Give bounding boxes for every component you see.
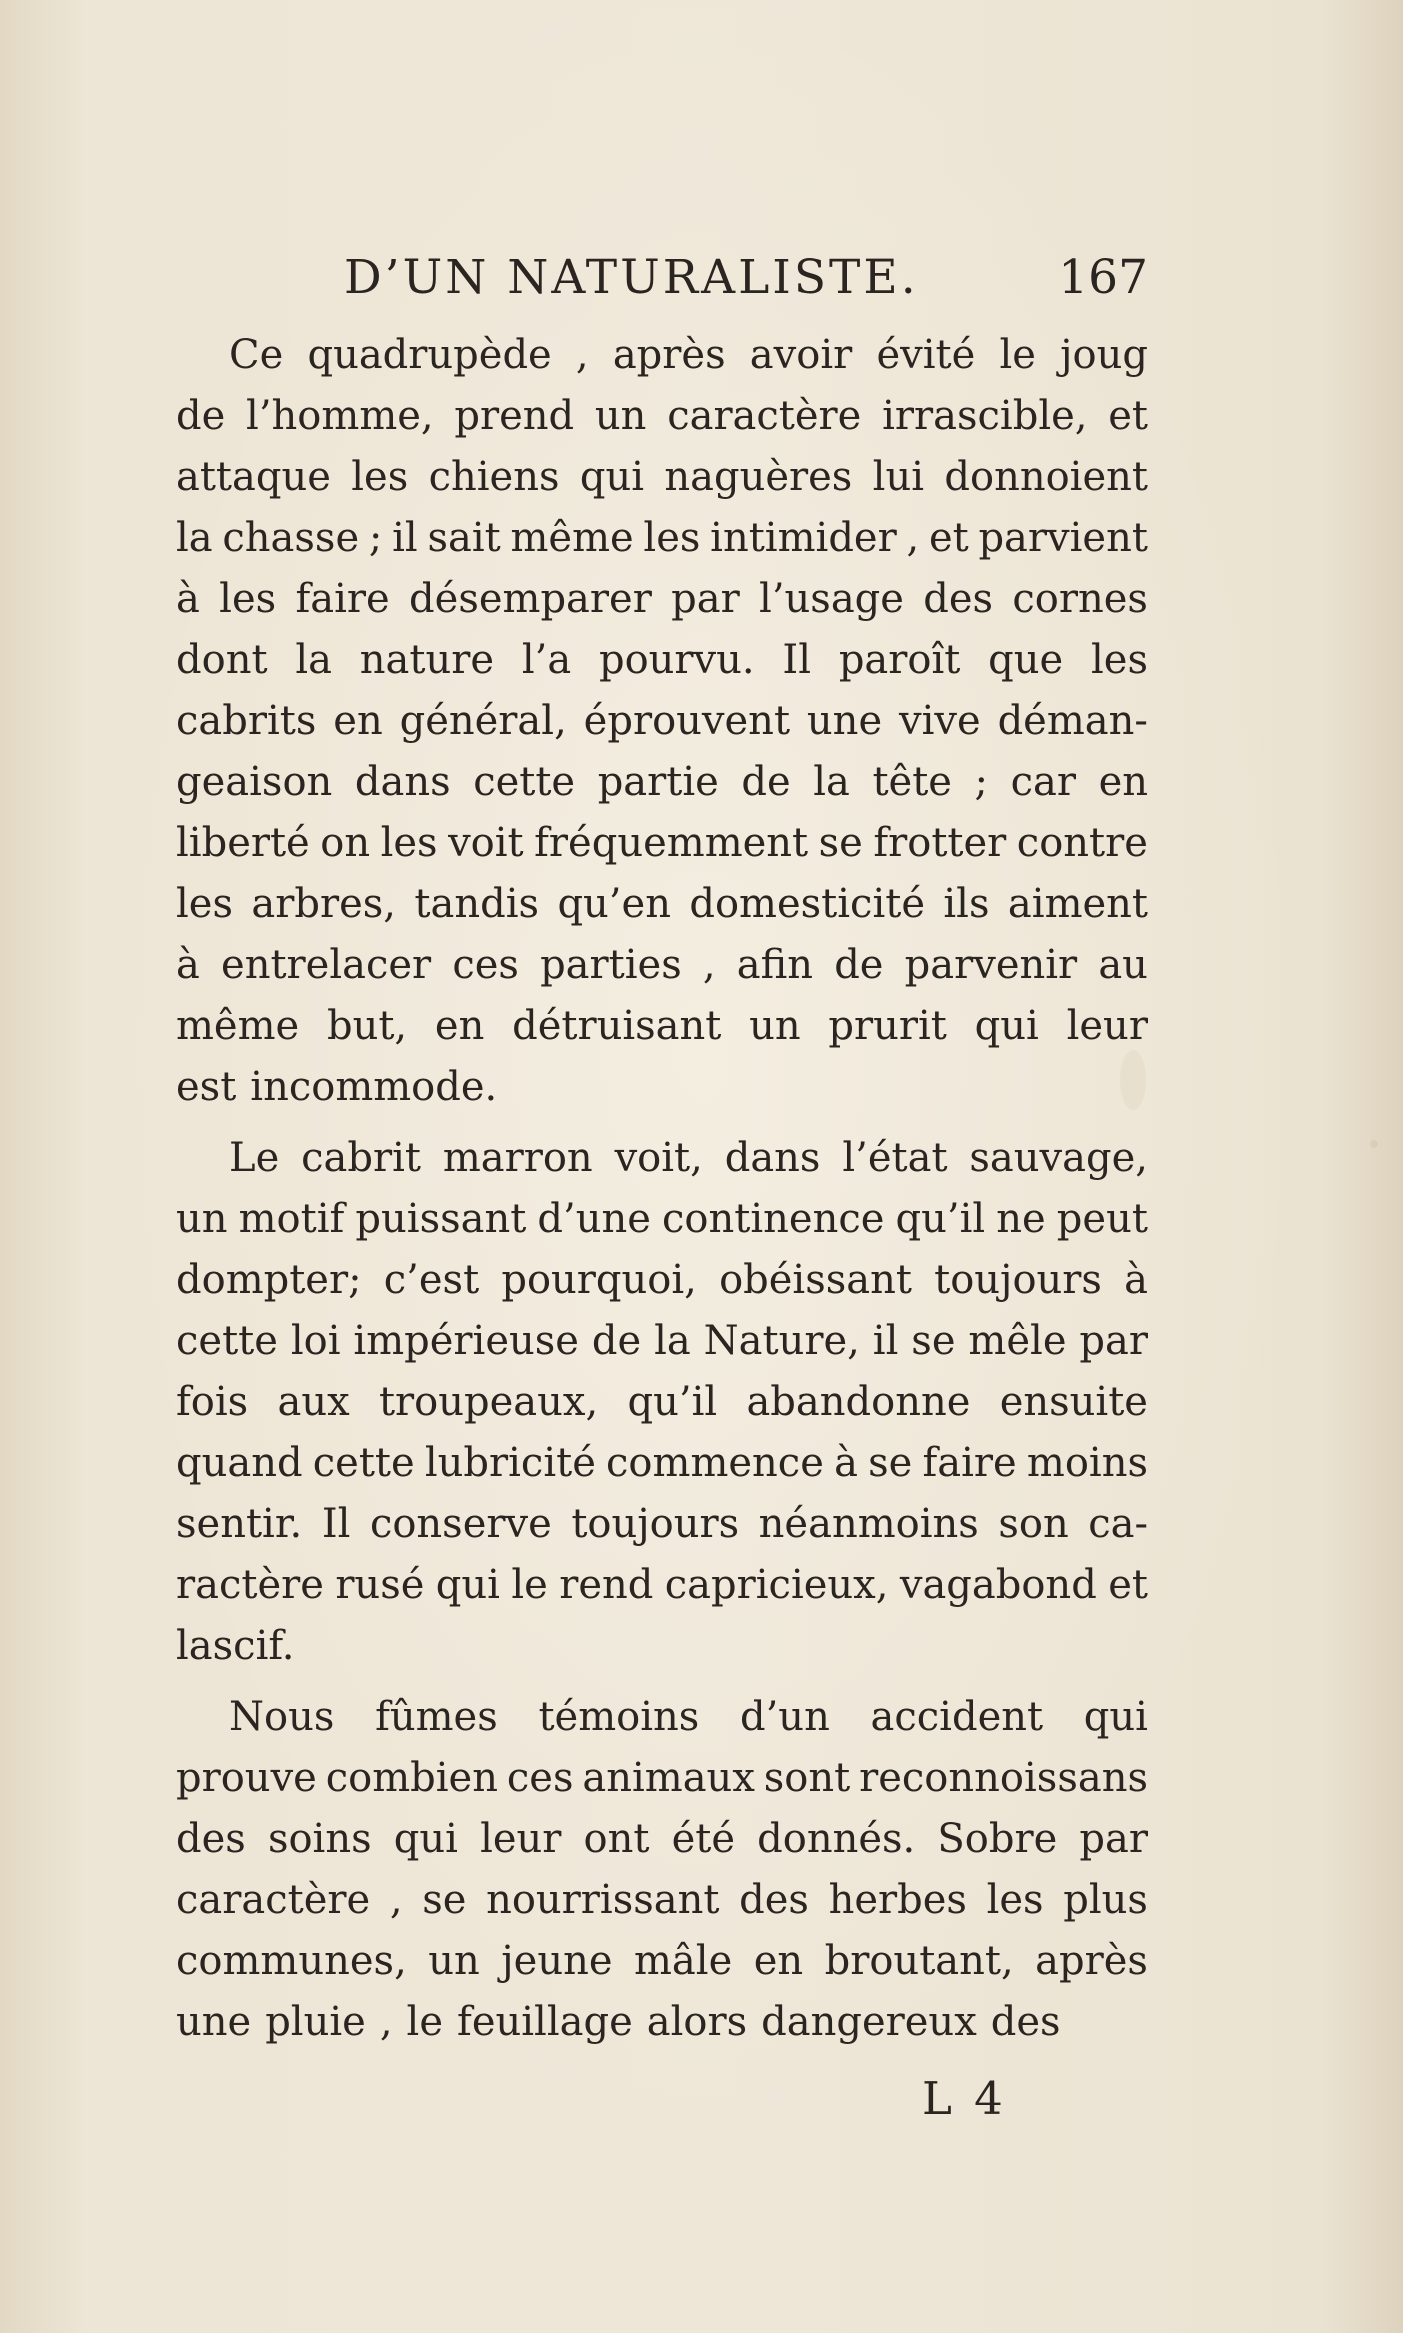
word: se: [911, 1318, 956, 1364]
word: animaux: [582, 1755, 755, 1801]
word: parties: [540, 942, 682, 988]
word: afin: [736, 942, 814, 988]
word: que: [988, 637, 1064, 683]
word: d’une: [537, 1196, 651, 1242]
word: les: [643, 515, 701, 561]
text-line: [176, 386, 1148, 447]
paragraph-gap: [176, 1677, 1148, 1687]
word: conserve: [369, 1501, 552, 1547]
word: dont: [176, 637, 268, 683]
word: ,: [906, 515, 920, 561]
word: lubricité: [424, 1440, 596, 1486]
word: Nous: [229, 1694, 335, 1740]
word: incommode.: [250, 1064, 498, 1110]
word: qui: [393, 1816, 458, 1862]
word: lui: [872, 454, 925, 500]
word: sait: [427, 515, 501, 561]
word: dans: [724, 1135, 821, 1181]
word: Il: [782, 637, 812, 683]
word: qu’il: [895, 1196, 986, 1242]
word: ensuite: [999, 1379, 1148, 1425]
word: partie: [597, 759, 719, 805]
word: ractère: [176, 1562, 324, 1608]
word: les: [1090, 637, 1148, 683]
word: Le: [229, 1135, 280, 1181]
word: broutant,: [824, 1938, 1014, 1984]
word: par: [1079, 1816, 1148, 1862]
word: nature: [359, 637, 495, 683]
running-title: D’UN NATURALISTE.: [344, 250, 919, 305]
word: troupeaux,: [378, 1379, 599, 1425]
text-line: [176, 1748, 1148, 1809]
word: c’est: [383, 1257, 480, 1303]
word: paroît: [838, 637, 961, 683]
text-line: [176, 752, 1148, 813]
word: herbes: [828, 1877, 967, 1923]
word: marron: [442, 1135, 593, 1181]
word: fûmes: [375, 1694, 498, 1740]
word: faire: [295, 576, 390, 622]
word: des: [923, 576, 994, 622]
text-line: [176, 1128, 1148, 1189]
word: se: [818, 820, 863, 866]
word: le: [999, 332, 1036, 378]
word: naguères: [664, 454, 853, 500]
word: chiens: [428, 454, 560, 500]
word: ,: [575, 332, 589, 378]
word: leur: [1066, 1003, 1148, 1049]
word: cette: [312, 1440, 415, 1486]
word: Nature,: [703, 1318, 860, 1364]
word: l’usage: [759, 576, 904, 622]
text-line: [176, 630, 1148, 691]
text-line: [176, 569, 1148, 630]
word: ;: [974, 759, 989, 805]
word: de: [591, 1318, 642, 1364]
word: quand: [176, 1440, 303, 1486]
word: chasse: [222, 515, 360, 561]
word: tandis: [414, 881, 540, 927]
word: car: [1010, 759, 1076, 805]
word: ne: [996, 1196, 1046, 1242]
word: donnoient: [944, 454, 1148, 500]
word: déman-: [997, 698, 1148, 744]
word: au: [1098, 942, 1148, 988]
word: été: [671, 1816, 736, 1862]
word: parvenir: [904, 942, 1078, 988]
word: et: [1108, 1562, 1148, 1608]
word: Sobre: [937, 1816, 1058, 1862]
word: qui: [974, 1003, 1039, 1049]
word: après: [612, 332, 726, 378]
word: après: [1035, 1938, 1148, 1984]
word: pourvu.: [598, 637, 755, 683]
word: frotter: [873, 820, 1007, 866]
text-line: [176, 1311, 1148, 1372]
text-line: [176, 935, 1148, 996]
word: mêle: [968, 1318, 1067, 1364]
word: cette: [473, 759, 576, 805]
word: l’a: [521, 637, 572, 683]
text-line: [176, 691, 1148, 752]
word: les: [380, 820, 438, 866]
word: d’un: [739, 1694, 830, 1740]
word: voit: [448, 820, 524, 866]
word: les: [351, 454, 409, 500]
text-line: [176, 325, 1148, 386]
word: entrelacer: [221, 942, 432, 988]
word: ca-: [1088, 1501, 1148, 1547]
word: en: [434, 1003, 485, 1049]
word: combien: [325, 1755, 498, 1801]
word: des: [176, 1816, 246, 1862]
word: l’état: [842, 1135, 948, 1181]
word: la: [295, 637, 332, 683]
word: et: [1108, 393, 1148, 439]
word: sauvage,: [969, 1135, 1148, 1181]
word: des: [739, 1877, 809, 1923]
word: détruisant: [512, 1003, 722, 1049]
paragraph: [176, 325, 1148, 1118]
word: les: [986, 1877, 1044, 1923]
word: par: [671, 576, 740, 622]
word: de: [176, 393, 226, 439]
word: ces: [452, 942, 519, 988]
word: fois: [176, 1379, 249, 1425]
word: quadrupède: [307, 332, 552, 378]
word: la: [176, 515, 213, 561]
word: liberté: [176, 820, 310, 866]
word: domesticité: [689, 881, 925, 927]
paragraph: [176, 1687, 1148, 2053]
word: caractère: [176, 1877, 371, 1923]
word: la: [654, 1318, 691, 1364]
text-line: [176, 1250, 1148, 1311]
word: à: [176, 942, 200, 988]
text-line: [176, 813, 1148, 874]
word: voit,: [614, 1135, 703, 1181]
word: qui: [1083, 1694, 1148, 1740]
text-line: [176, 1057, 1148, 1118]
word: des: [990, 1999, 1061, 2045]
word: caractère: [667, 393, 862, 439]
word: toujours: [571, 1501, 740, 1547]
text-line: [176, 1809, 1148, 1870]
word: Ce: [229, 332, 284, 378]
body-text: [176, 325, 1148, 2053]
word: général,: [399, 698, 567, 744]
word: motif: [238, 1196, 345, 1242]
word: impérieuse: [353, 1318, 579, 1364]
word: qui: [435, 1562, 500, 1608]
word: vagabond: [899, 1562, 1097, 1608]
word: néanmoins: [758, 1501, 979, 1547]
text-line: [176, 1687, 1148, 1748]
word: intimider: [710, 515, 897, 561]
word: alors: [646, 1999, 748, 2045]
word: ;: [368, 515, 383, 561]
signature-mark: L 4: [922, 2072, 1007, 2125]
word: jeune: [501, 1938, 613, 1984]
paper-stain: [1370, 1140, 1378, 1148]
word: dangereux: [761, 1999, 977, 2045]
text-line: [176, 874, 1148, 935]
text-line: [176, 1189, 1148, 1250]
word: rusé: [335, 1562, 425, 1608]
word: obéissant: [719, 1257, 912, 1303]
word: une: [176, 1999, 252, 2045]
word: vive: [899, 698, 981, 744]
word: ils: [943, 881, 990, 927]
word: un: [176, 1196, 228, 1242]
word: un: [428, 1938, 480, 1984]
word: irrascible,: [882, 393, 1088, 439]
word: peut: [1056, 1196, 1148, 1242]
word: de: [741, 759, 791, 805]
word: se: [422, 1877, 467, 1923]
word: se: [868, 1440, 913, 1486]
word: fréquemment: [534, 820, 809, 866]
word: le: [511, 1562, 548, 1608]
word: aiment: [1007, 881, 1148, 927]
word: à: [834, 1440, 858, 1486]
word: pourquoi,: [501, 1257, 697, 1303]
word: est: [176, 1064, 237, 1110]
word: communes,: [176, 1938, 407, 1984]
word: abandonne: [746, 1379, 971, 1425]
word: faire: [922, 1440, 1017, 1486]
word: ont: [583, 1816, 650, 1862]
word: il: [392, 515, 418, 561]
word: plus: [1063, 1877, 1148, 1923]
word: son: [998, 1501, 1069, 1547]
paragraph: [176, 1128, 1148, 1677]
word: en: [1098, 759, 1148, 805]
word: puissant: [355, 1196, 527, 1242]
word: cette: [176, 1318, 278, 1364]
word: toujours: [934, 1257, 1102, 1303]
word: prouve: [176, 1755, 317, 1801]
word: feuillage: [457, 1999, 633, 2045]
word: ,: [702, 942, 716, 988]
word: éprouvent: [583, 698, 791, 744]
word: l’homme,: [246, 393, 434, 439]
word: cornes: [1012, 576, 1148, 622]
word: dans: [354, 759, 451, 805]
text-line: [176, 447, 1148, 508]
word: en: [333, 698, 383, 744]
word: tête: [872, 759, 952, 805]
word: leur: [480, 1816, 562, 1862]
word: avoir: [749, 332, 853, 378]
word: geaison: [176, 759, 333, 805]
word: témoins: [538, 1694, 700, 1740]
word: sentir.: [176, 1501, 303, 1547]
paragraph-gap: [176, 1118, 1148, 1128]
word: qu’il: [627, 1379, 718, 1425]
text-line: [176, 1555, 1148, 1616]
word: pluie: [265, 1999, 366, 2045]
word: cabrit: [301, 1135, 421, 1181]
text-line: [176, 1494, 1148, 1555]
word: attaque: [176, 454, 331, 500]
word: les: [219, 576, 277, 622]
text-line: [176, 1372, 1148, 1433]
word: un: [594, 393, 647, 439]
word: joug: [1060, 332, 1148, 378]
text-line: [176, 1992, 1148, 2053]
word: capricieux,: [664, 1562, 889, 1608]
word: ,: [389, 1877, 403, 1923]
word: en: [753, 1938, 804, 1984]
word: commence: [606, 1440, 824, 1486]
word: évité: [876, 332, 976, 378]
word: qu’en: [557, 881, 671, 927]
word: qui: [579, 454, 645, 500]
word: même: [176, 1003, 300, 1049]
text-line: [176, 1870, 1148, 1931]
word: moins: [1026, 1440, 1148, 1486]
word: arbres,: [251, 881, 397, 927]
word: contre: [1016, 820, 1148, 866]
text-line: [176, 1433, 1148, 1494]
word: lascif.: [176, 1623, 295, 1669]
running-head: [176, 250, 1148, 320]
word: la: [813, 759, 850, 805]
word: prend: [454, 393, 575, 439]
word: ces: [506, 1755, 574, 1801]
word: ,: [379, 1999, 393, 2045]
word: une: [806, 698, 883, 744]
word: aux: [277, 1379, 350, 1425]
word: but,: [326, 1003, 408, 1049]
word: loi: [290, 1318, 341, 1364]
word: un: [749, 1003, 801, 1049]
word: désemparer: [409, 576, 652, 622]
word: accident: [870, 1694, 1044, 1740]
word: par: [1079, 1318, 1148, 1364]
text-line: [176, 1616, 1148, 1677]
word: à: [1124, 1257, 1148, 1303]
word: cabrits: [176, 698, 317, 744]
word: continence: [662, 1196, 885, 1242]
text-line: [176, 996, 1148, 1057]
word: mâle: [634, 1938, 733, 1984]
word: on: [320, 820, 371, 866]
word: soins: [267, 1816, 372, 1862]
word: sont: [763, 1755, 851, 1801]
word: il: [872, 1318, 899, 1364]
word: le: [406, 1999, 444, 2045]
word: prurit: [828, 1003, 947, 1049]
word: Il: [321, 1501, 351, 1547]
text-line: [176, 1931, 1148, 1992]
text-line: [176, 508, 1148, 569]
word: et: [928, 515, 969, 561]
word: à: [176, 576, 200, 622]
word: donnés.: [757, 1816, 916, 1862]
word: même: [510, 515, 634, 561]
word: dompter;: [176, 1257, 362, 1303]
word: nourrissant: [486, 1877, 720, 1923]
word: reconnoissans: [859, 1755, 1148, 1801]
word: de: [834, 942, 884, 988]
page-number: 167: [1058, 250, 1148, 305]
word: parvient: [978, 515, 1148, 561]
word: rend: [559, 1562, 654, 1608]
word: les: [176, 881, 233, 927]
